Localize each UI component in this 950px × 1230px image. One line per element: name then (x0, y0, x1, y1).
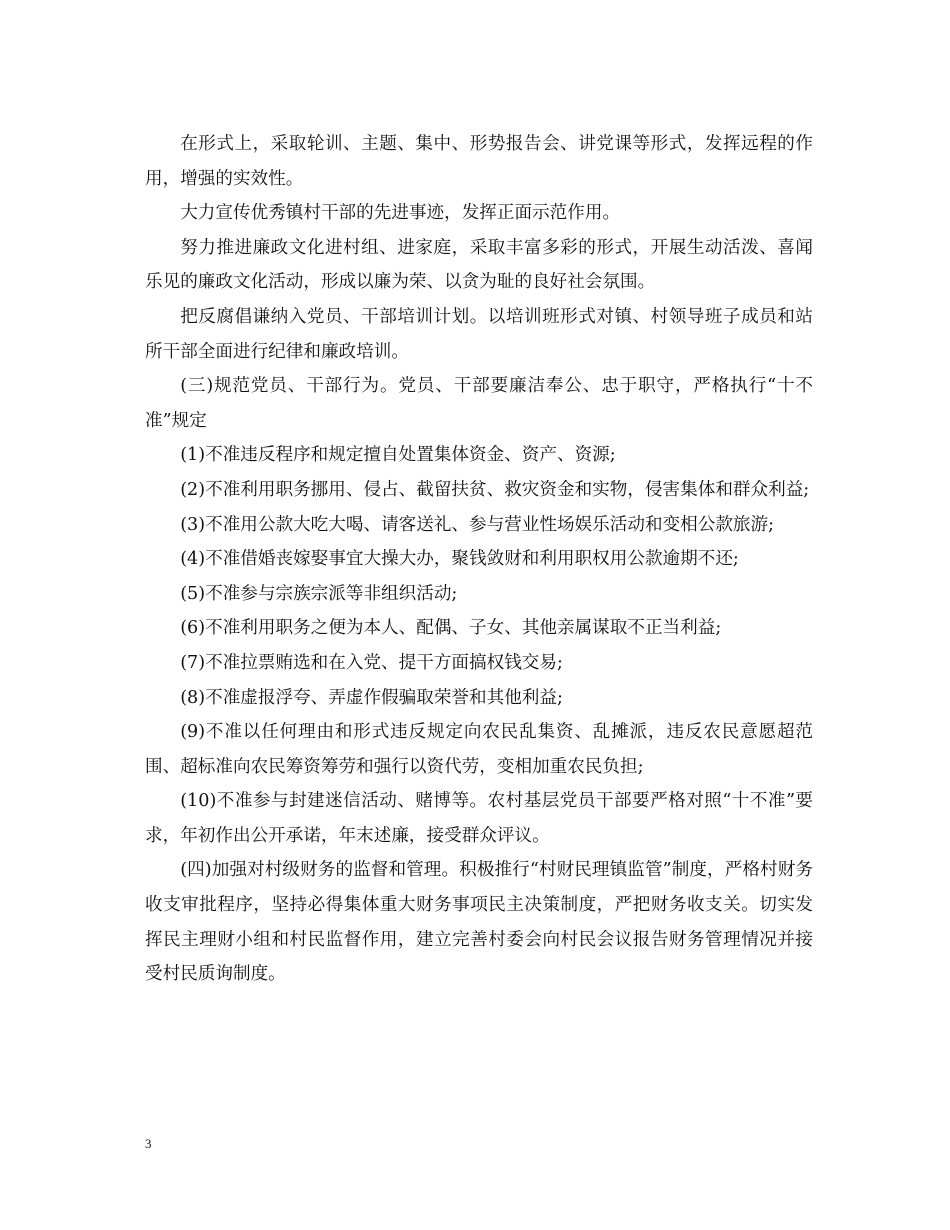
list-item: (7)不准拉票贿选和在入党、提干方面搞权钱交易; (180, 652, 563, 673)
list-item: (5)不准参与宗族宗派等非组织活动; (180, 583, 458, 604)
list-item: (8)不准虚报浮夸、弄虚作假骗取荣誉和其他利益; (180, 687, 563, 708)
paragraph: 努力推进廉政文化进村组、进家庭，采取丰富多彩的形式，开展生动活泼、喜闻乐见的廉政文化活动，形成以廉为荣、以贪为耻的良好社会氛围。 (145, 237, 813, 293)
paragraph: 大力宣传优秀镇村干部的先进事迹，发挥正面示范作用。 (180, 203, 621, 224)
paragraph: (四)加强对村级财务的监督和管理。积极推行“村财民理镇监管”制度，严格村财务收支审批程序，坚持必得集体重大财务事项民主决策制度，严把财务收支关。切实发挥民主理财小组和村民监督作用，建立完善村委会向村民会议报告财务管理情况并接受村民质询制度。 (145, 860, 813, 985)
list-item: (4)不准借婚丧嫁娶事宜大操大办，聚钱敛财和利用职权用公款逾期不还; (180, 549, 739, 570)
paragraph: 把反腐倡谦纳入党员、干部培训计划。以培训班形式对镇、村领导班子成员和站所干部全面进行纪律和廉政培训。 (145, 306, 813, 362)
list-item: (3)不准用公款大吃大喝、请客送礼、参与营业性场娱乐活动和变相公款旅游; (180, 514, 775, 535)
document-body (145, 127, 813, 992)
list-item: (6)不准利用职务之便为本人、配偶、子女、其他亲属谋取不正当利益; (180, 618, 722, 639)
list-item: (10)不准参与封建迷信活动、赌博等。农村基层党员干部要严格对照“十不准”要求，年初作出公开承诺，年末述廉，接受群众评议。 (145, 791, 813, 846)
list-item: (2)不准利用职务挪用、侵占、截留扶贫、救灾资金和实物，侵害集体和群众利益; (180, 479, 810, 500)
paragraph: (三)规范党员、干部行为。党员、干部要廉洁奉公、忠于职守，严格执行“十不准”规定 (145, 376, 813, 431)
list-item: (9)不准以任何理由和形式违反规定向农民乱集资、乱摊派，违反农民意愿超范围、超标准向农民筹资筹劳和强行以资代劳，变相加重农民负担; (145, 722, 813, 777)
page-number: 3 (145, 1136, 152, 1151)
list-item: (1)不准违反程序和规定擅自处置集体资金、资产、资源; (180, 445, 616, 466)
paragraph: 在形式上，采取轮训、主题、集中、形势报告会、讲党课等形式，发挥远程的作用，增强的实效性。 (145, 134, 813, 189)
